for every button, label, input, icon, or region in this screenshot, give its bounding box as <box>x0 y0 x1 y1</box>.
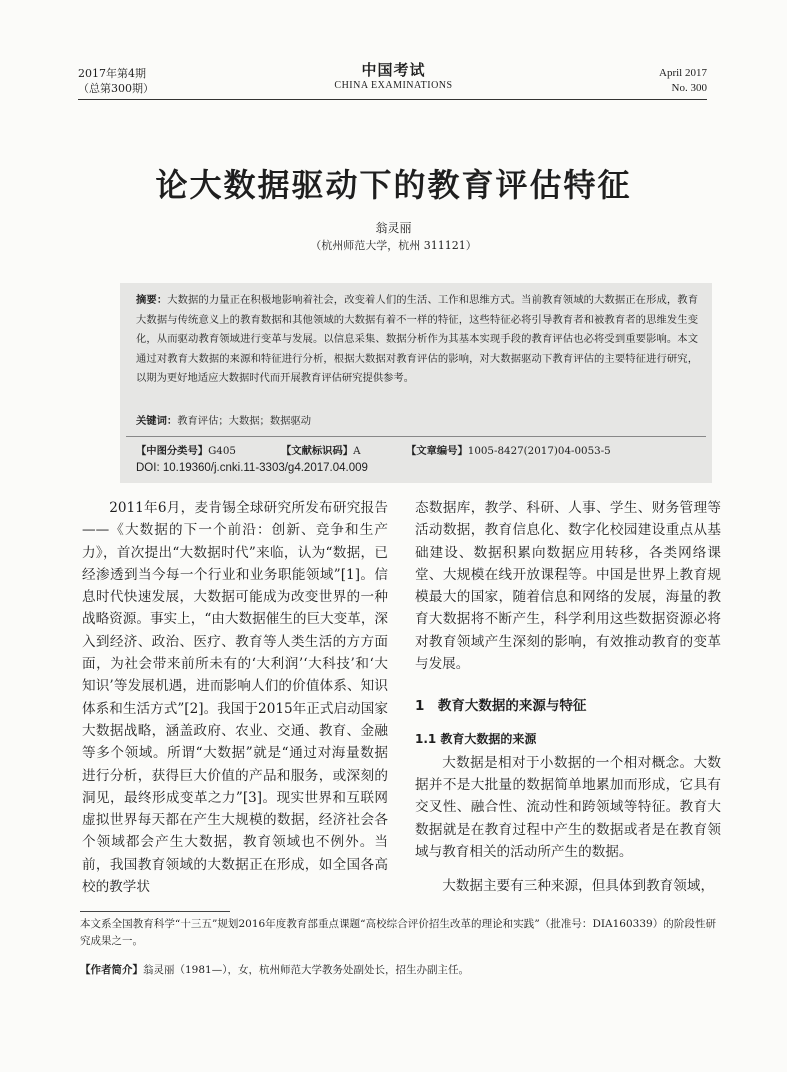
doc-code-field <box>281 442 361 457</box>
clc-value: G405 <box>208 445 236 457</box>
footnote-rule <box>80 911 230 912</box>
keywords-text: 教育评估；大数据；数据驱动 <box>177 415 312 427</box>
doi: DOI: 10.19360/j.cnki.11-3303/g4.2017.04.009 <box>136 462 368 474</box>
section-heading: 1 教育大数据的来源与特征 <box>415 698 587 715</box>
clc-label: 【中图分类号】 <box>136 445 209 457</box>
issue-number-en: No. 300 <box>671 82 707 94</box>
issue-total-number: （总第300期） <box>78 82 154 95</box>
author-bio-text: 翁灵丽（1981—），女，杭州师范大学教务处副处长，招生办副主任。 <box>143 964 469 976</box>
issue-year-number: 2017年第4期 <box>78 67 146 80</box>
article-title: 论大数据驱动下的教育评估特征 <box>155 166 632 204</box>
body-paragraph: 大数据是相对于小数据的一个相对概念。大数据并不是大批量的数据简单地累加而形成，它具有交叉性、融合性、流动性和跨领域等特征。教育大数据就是在教育过程中产生的数据或者是在教育领域与教育相关的活动所产生的数据。 <box>415 754 721 860</box>
author-affiliation: （杭州师范大学，杭州 311121） <box>310 239 477 252</box>
body-paragraph: 态数据库，教学、科研、人事、学生、财务管理等活动数据，教育信息化、数字化校园建设重点从基础建设、数据积累向数据应用转移，各类网络课堂、大规模在线开放课程等。中国是世界上教育规模最大的国家，随着信息和网络的发展，海量的教育大数据将不断产生，科学利用这些数据资源必将对教育领域产生深刻的影响，有效推动教育的变革与发展。 <box>415 500 721 673</box>
author-bio <box>80 962 716 979</box>
doc-code-label: 【文献标识码】 <box>281 445 354 457</box>
article-no-field <box>406 442 611 457</box>
article-no-label: 【文章编号】 <box>406 445 468 457</box>
doc-code-value: A <box>353 445 361 457</box>
keywords <box>136 412 311 427</box>
clc-field <box>136 442 236 457</box>
body-left-column <box>82 497 388 898</box>
body-paragraph: 大数据主要有三种来源，但具体到教育领域， <box>442 878 715 895</box>
article-no-value: 1005-8427(2017)04-0053-5 <box>467 445 611 457</box>
abstract-label: 摘要： <box>136 294 168 306</box>
body-paragraph: 2011年6月，麦肯锡全球研究所发布研究报告——《大数据的下一个前沿：创新、竞争和生产力》，首次提出“大数据时代”来临，认为“数据，已经渗透到当今每一个行业和业务职能领域”[1]。信息时代快速发展，大数据可能成为改变世界的一种战略资源。事实上，“由大数据催生的巨大变革，深入到经济、政治、医疗、教育等人类生活的方方面面，为社会带来前所未有的‘大利润’‘大科技’和‘大知识’等发展机遇，进而影响人们的价值体系、知识体系和生活方式”[2]。我国于2015年正式启动国家大数据战略，涵盖政府、农业、交通、教育、金融等多个领域。所谓“大数据”就是“通过对海量数据进行分析，获得巨大价值的产品和服务，或深刻的洞见，最终形成变革之力”[3]。现实世界和互联网虚拟世界每天都在产生大规模的数据，经济社会各个领域都会产生大数据，教育领域也不例外。当前，我国教育领域的大数据正在形成，如全国各高校的教学状 <box>82 500 389 896</box>
author-bio-label: 【作者简介】 <box>80 964 143 976</box>
article-author: 翁灵丽 <box>375 221 412 235</box>
journal-name-cn: 中国考试 <box>361 61 426 79</box>
abstract-text: 大数据的力量正在积极地影响着社会，改变着人们的生活、工作和思维方式。当前教育领域的大数据正在形成，教育大数据与传统意义上的教育数据和其他领域的大数据有着不一样的特征，这些特征必将引导教育者和被教育者的思维发生变化，从而驱动教育领域进行变革与发展。以信息采集、数据分析作为其基本实现手段的教育评估也必将受到重要影响。本文通过对教育大数据的来源和特征进行分析，根据大数据对教育评估的影响，对大数据驱动下教育评估的主要特征进行研究，以期为更好地适应大数据时代而开展教育评估研究提供参考。 <box>136 294 699 385</box>
header-rule <box>78 99 707 100</box>
keywords-label: 关键词： <box>136 415 178 427</box>
subsection-heading: 1.1 教育大数据的来源 <box>415 731 537 746</box>
meta-top-rule <box>126 436 706 437</box>
abstract <box>136 291 698 389</box>
issue-info-en <box>659 66 707 96</box>
funding-note: 本文系全国教育科学“十三五”规划2016年度教育部重点课题“高校综合评价招生改革的理论和实践”（批准号：DIA160339）的阶段性研究成果之一。 <box>80 918 716 947</box>
issue-date-en: April 2017 <box>659 67 707 79</box>
body-right-column <box>415 497 721 897</box>
journal-name-en: CHINA EXAMINATIONS <box>334 80 453 91</box>
